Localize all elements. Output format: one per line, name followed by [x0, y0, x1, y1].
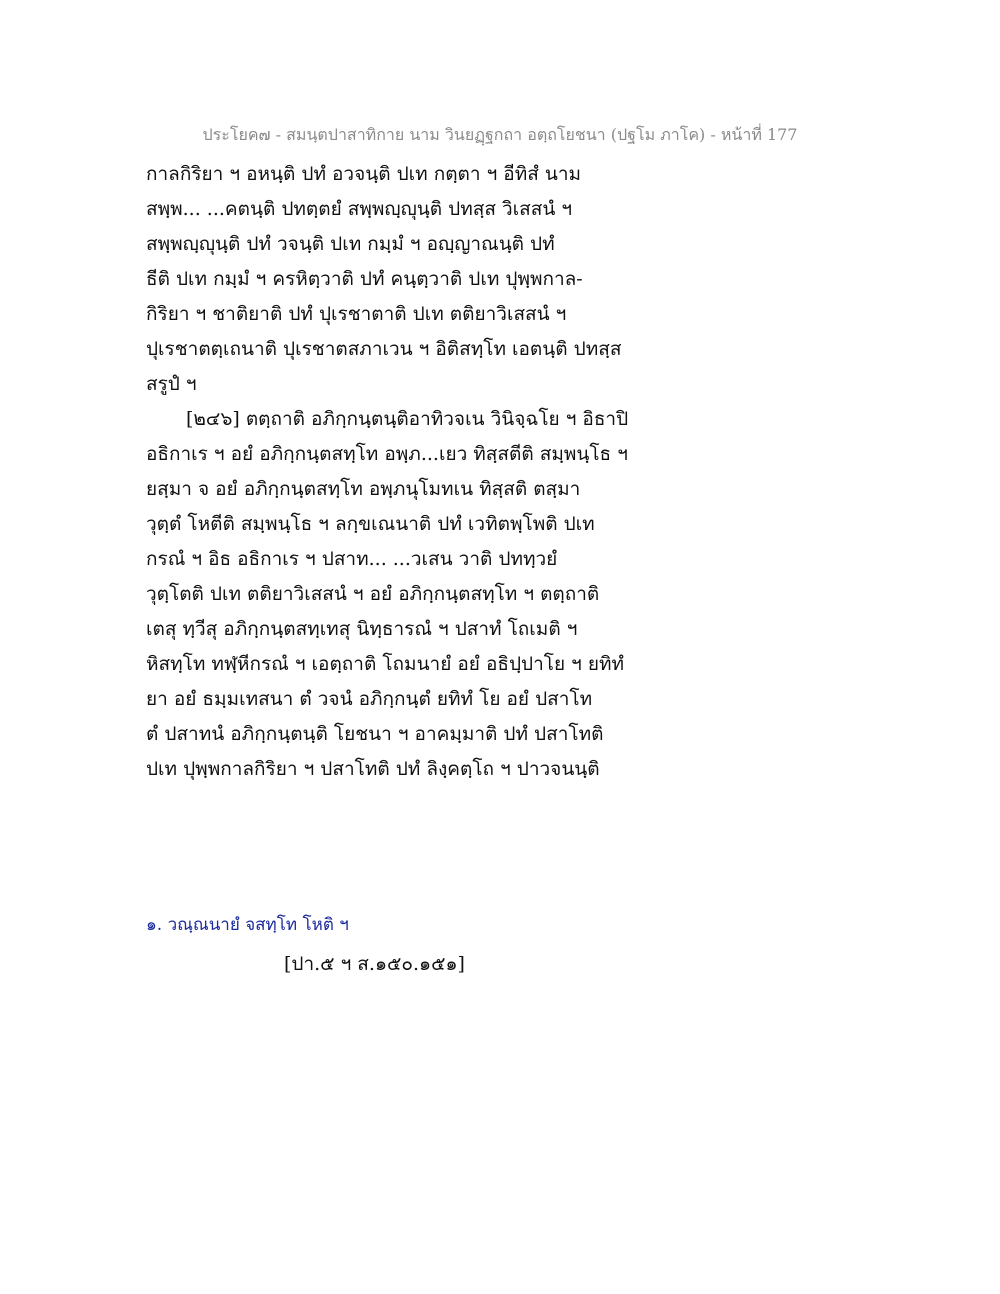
body-text — [146, 157, 646, 787]
text-line: กรณํ ฯ อิธ อธิกาเร ฯ ปสาท... ...วเสน วาติ ปททฺวยํ — [146, 548, 558, 570]
text-line: เตสุ ทฺวีสุ อภิกฺกนฺตสทฺเทสุ นิทฺธารณํ ฯ ปสาทํ โถเมติ ฯ — [146, 618, 578, 640]
text-line: สรูปํ ฯ — [146, 373, 197, 395]
text-line: ปุเรชาตตฺเถนาติ ปุเรชาตสภาเวน ฯ อิติสทฺโท เอตนฺติ ปทสฺส — [146, 338, 622, 360]
text-line: กาลกิริยา ฯ อหนฺติ ปทํ อวจนฺติ ปเท กตฺตา ฯ อีทิสํ นาม — [146, 163, 582, 185]
running-header: ประโยค๗ - สมนฺตปาสาทิกาย นาม วินยฏฺฐกถา อตฺถโยชนา (ปฐโม ภาโค) - หน้าที่ 177 — [202, 125, 798, 144]
text-line: ยา อยํ ธมฺมเทสนา ตํ วจนํ อภิกฺกนฺตํ ยทิทํ โย อยํ ปสาโท — [146, 688, 593, 710]
text-line: สพฺพ... ...คตนฺติ ปทตฺตยํ สพฺพญฺญุนฺติ ปทสฺส วิเสสนํ ฯ — [146, 198, 573, 220]
text-line: หิสทฺโท ทฬฺหีกรณํ ฯ เอตฺถาติ โถมนายํ อยํ อธิปฺปาโย ฯ ยทิทํ — [146, 653, 625, 675]
text-line: วุตฺตํ โหตีติ สมฺพนฺโธ ฯ ลกฺขเณนาติ ปทํ เวทิตพฺโพติ ปเท — [146, 513, 595, 535]
text-line: ปเท ปุพฺพกาลกิริยา ฯ ปสาโทติ ปทํ ลิงฺคตฺโถ ฯ ปาวจนนฺติ — [146, 758, 600, 780]
footnote: ๑. วณฺณนายํ จสทฺโท โหติ ฯ — [146, 915, 349, 935]
text-line: ยสฺมา จ อยํ อภิกฺกนฺตสทฺโท อพฺภนุโมทเน ทิสฺสติ ตสฺมา — [146, 478, 581, 500]
text-line: ตํ ปสาทนํ อภิกฺกนฺตนฺติ โยชนา ฯ อาคมฺมาติ ปทํ ปสาโทติ — [146, 723, 604, 745]
text-line: สพฺพญฺญุนฺติ ปทํ วจนฺติ ปเท กมฺมํ ฯ อญฺญาณนฺติ ปทํ — [146, 233, 555, 255]
text-line: ธีติ ปเท กมฺมํ ฯ ครหิตฺวาติ ปทํ คนฺตฺวาติ ปเท ปุพฺพกาล- — [146, 268, 583, 290]
text-line: อธิกาเร ฯ อยํ อภิกฺกนฺตสทฺโท อพฺภ...เยว ทิสฺสตีติ สมฺพนฺโธ ฯ — [146, 443, 628, 465]
paragraph-start-line: [๒๔๖] ตตฺถาติ อภิกฺกนฺตนฺติอาทิวจเน วินิจฺฉโย ฯ อิธาปิ — [186, 408, 629, 430]
page-reference: [ปา.๕ ฯ ส.๑๕๐.๑๕๑] — [284, 953, 465, 975]
text-line: กิริยา ฯ ชาติยาติ ปทํ ปุเรชาตาติ ปเท ตติยาวิเสสนํ ฯ — [146, 303, 567, 325]
text-line: วุตฺโตติ ปเท ตติยาวิเสสนํ ฯ อยํ อภิกฺกนฺตสทฺโท ฯ ตตฺถาติ — [146, 583, 600, 605]
